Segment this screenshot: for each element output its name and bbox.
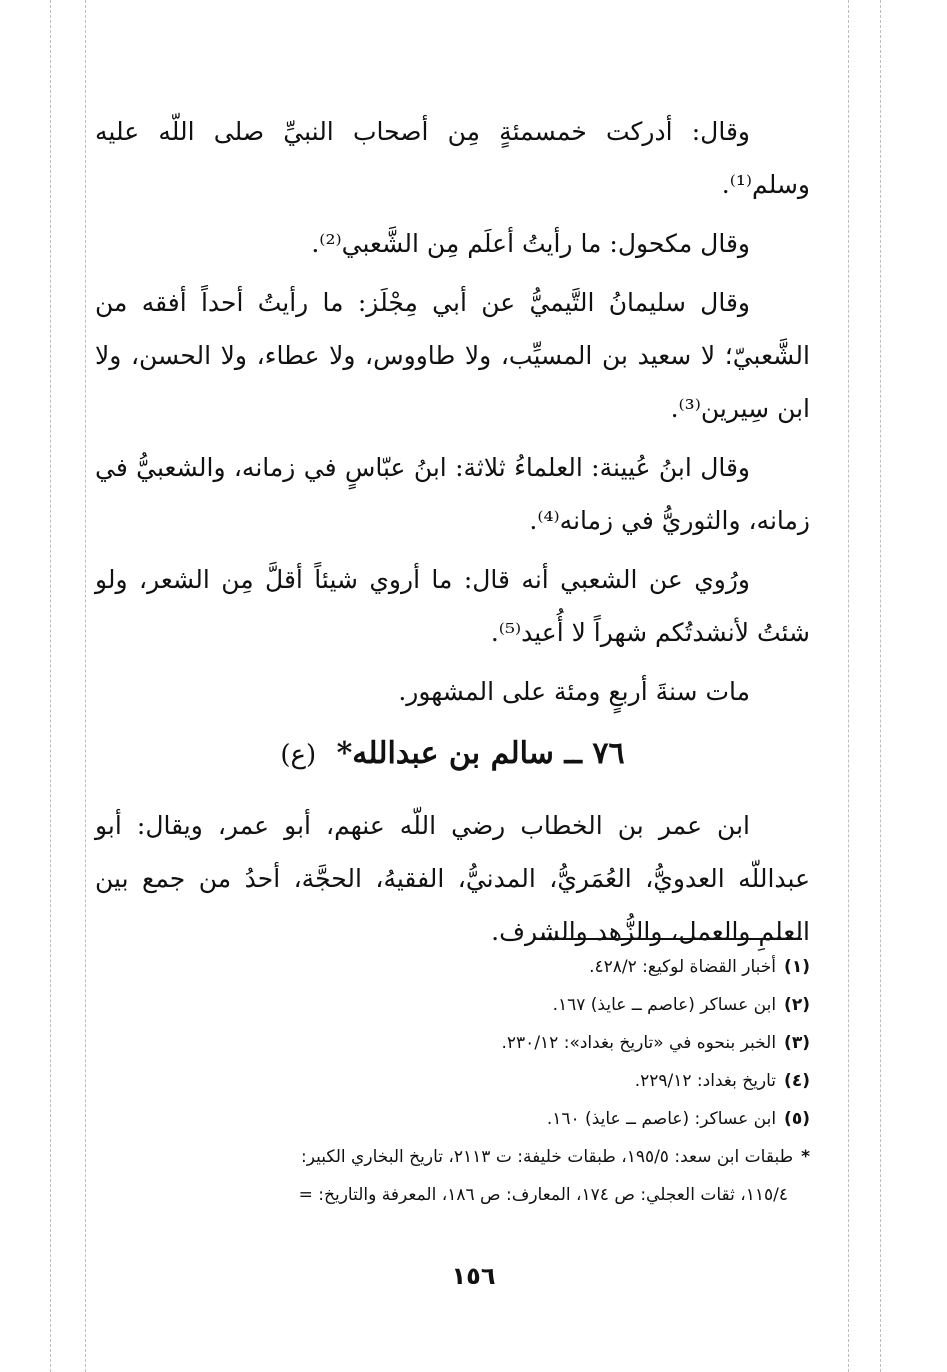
sources-line-2: ١١٥/٤، ثقات العجلي: ص ١٧٤، المعارف: ص ١٨٦، المعرفة والتاريخ: = xyxy=(298,1185,788,1205)
footnote-rule xyxy=(535,938,802,940)
paragraph-2: وقال مكحول: ما رأيتُ أعلَم مِن الشَّعبي⁽²⁾. xyxy=(311,229,750,258)
footnote-text: ابن عساكر: (عاصم ــ عايذ) ١٦٠. xyxy=(546,1109,777,1129)
paragraph-5: ورُوي عن الشعبي أنه قال: ما أروي شيئاً أقلَّ مِن الشعر، ولو شئتُ لأنشدتُكم شهراً لا أُعيد⁽⁵⁾. xyxy=(95,565,810,647)
margin-guide-right-outer xyxy=(880,0,881,1372)
page-body xyxy=(95,105,810,958)
entry-code: (ع) xyxy=(280,740,317,770)
paragraph-4: وقال ابنُ عُيينة: العلماءُ ثلاثة: ابنُ عبّاسٍ في زمانه، والشعبيُّ في زمانه، والثوريُّ في زمانه⁽⁴⁾. xyxy=(95,453,810,535)
margin-guide-right xyxy=(848,0,849,1372)
sources-line-1 xyxy=(80,1138,810,1176)
footnote-text: الخبر بنحوه في «تاريخ بغداد»: ٢٣٠/١٢. xyxy=(501,1033,777,1053)
footnote-number: (٣) xyxy=(784,1033,810,1053)
footnote-text: ابن عساكر (عاصم ــ عايذ) ١٦٧. xyxy=(552,995,777,1015)
footnote-4 xyxy=(80,1062,810,1100)
footnote-text: تاريخ بغداد: ٢٢٩/١٢. xyxy=(634,1071,777,1091)
footnote-2 xyxy=(80,986,810,1024)
entry-biography: ابن عمر بن الخطاب رضي اللّه عنهم، أبو عمر، ويقال: أبو عبداللّه العدويُّ، العُمَريُّ، المدنيُّ، الفقيهُ، الحجَّة، أحدُ من جمع بين العلمِ والعمل، والزُّهد والشرف. xyxy=(95,811,810,946)
entry-title: ٧٦ ــ سالم بن عبدالله* xyxy=(336,736,625,771)
sources-text-1: طبقات ابن سعد: ١٩٥/٥، طبقات خليفة: ت ٢١١٣، تاريخ البخاري الكبير: xyxy=(301,1147,794,1167)
page-number: ١٥٦ xyxy=(451,1262,496,1290)
margin-guide-left-outer xyxy=(50,0,51,1372)
footnote-1 xyxy=(80,948,810,986)
footnote-5 xyxy=(80,1100,810,1138)
paragraph-3: وقال سليمانُ التَّيميُّ عن أبي مِجْلَز: ما رأيتُ أحداً أفقه من الشَّعبيّ؛ لا سعيد بن المسيِّب، ولا طاووس، ولا عطاء، ولا الحسن، ولا ابن سِيرين⁽³⁾. xyxy=(95,288,810,423)
footnote-number: (٥) xyxy=(784,1109,810,1129)
paragraph-6: مات سنةَ أربعٍ ومئة على المشهور. xyxy=(398,677,750,706)
paragraph-1: وقال: أدركت خمسمئةٍ مِن أصحاب النبيِّ صلى اللّه عليه وسلم⁽¹⁾. xyxy=(95,117,810,199)
footnote-text: أخبار القضاة لوكيع: ٤٢٨/٢. xyxy=(589,957,777,977)
sources-marker: * xyxy=(801,1147,810,1167)
footnote-3 xyxy=(80,1024,810,1062)
footnote-number: (٤) xyxy=(784,1071,810,1091)
footnote-number: (١) xyxy=(784,957,810,977)
footnotes xyxy=(80,948,810,1214)
footnote-number: (٢) xyxy=(784,995,810,1015)
entry-heading xyxy=(95,724,810,785)
